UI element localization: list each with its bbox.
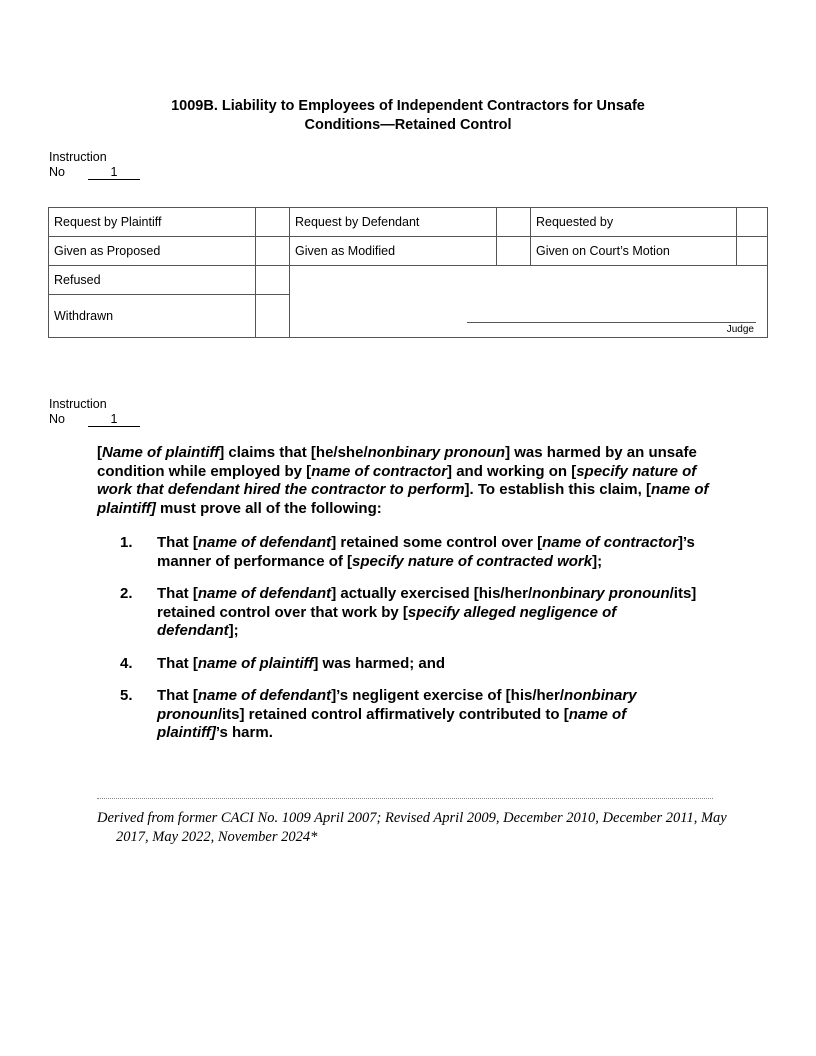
given-as-modified-checkbox[interactable] [497, 237, 530, 265]
no-label: No [49, 412, 65, 426]
instruction-number-bottom [49, 397, 140, 427]
request-by-defendant-checkbox[interactable] [497, 208, 530, 236]
judge-signature-line[interactable] [467, 322, 756, 323]
footer-divider [97, 798, 713, 799]
title-line-1: 1009B. Liability to Employees of Independent Contractors for Unsafe [171, 98, 645, 114]
request-by-plaintiff-checkbox[interactable] [256, 208, 289, 236]
instruction-label: Instruction [49, 397, 107, 411]
refused-checkbox[interactable] [256, 266, 289, 294]
instruction-number-field[interactable]: 1 [88, 166, 140, 180]
instruction-status-form [48, 207, 768, 338]
page-title [100, 97, 716, 135]
title-line-2: Conditions—Retained Control [304, 117, 512, 133]
list-item: 4. That [name of plaintiff] was harmed; and [120, 654, 446, 672]
list-item: 2. That [name of defendant] actually exercised [his/her/nonbinary pronoun/its] retained control over that work by [specify alleged negligence of defendant]; [120, 585, 697, 639]
requested-by-label: Requested by [536, 215, 614, 229]
list-item: 1. That [name of defendant] retained some control over [name of contractor]’s manner of performance of [specify nature of contracted work]; [120, 534, 695, 570]
request-by-plaintiff-label: Request by Plaintiff [54, 215, 162, 229]
derivation-note: Derived from former CACI No. 1009 April 2007; Revised April 2009, December 2010, December 2011, May 2017, May 2022, November 2024* [97, 810, 727, 845]
instruction-label: Instruction [49, 150, 107, 164]
given-on-courts-motion-checkbox[interactable] [737, 237, 767, 265]
no-label: No [49, 165, 65, 179]
list-item: 5. That [name of defendant]’s negligent exercise of [his/her/nonbinary pronoun/its] retained control affirmatively contributed to [name of plaintiff]’s harm. [120, 687, 637, 741]
instruction-intro-paragraph: [Name of plaintiff] claims that [he/she/nonbinary pronoun] was harmed by an unsafe condition while employed by [name of contractor] and working on [specify nature of work that defendant hired the contractor to perform]. To establish this claim, [name of plaintiff] must prove all of the following: [97, 444, 709, 517]
withdrawn-label: Withdrawn [54, 309, 114, 323]
given-on-courts-motion-label: Given on Court’s Motion [536, 244, 670, 258]
refused-label: Refused [54, 273, 101, 287]
requested-by-checkbox[interactable] [737, 208, 767, 236]
instruction-number-top [49, 150, 140, 180]
judge-label: Judge [726, 324, 754, 335]
request-by-defendant-label: Request by Defendant [295, 215, 420, 229]
instruction-number-field[interactable]: 1 [88, 413, 140, 427]
given-as-proposed-label: Given as Proposed [54, 244, 161, 258]
withdrawn-checkbox[interactable] [256, 295, 289, 337]
given-as-modified-label: Given as Modified [295, 244, 396, 258]
given-as-proposed-checkbox[interactable] [256, 237, 289, 265]
elements-list [120, 534, 700, 757]
